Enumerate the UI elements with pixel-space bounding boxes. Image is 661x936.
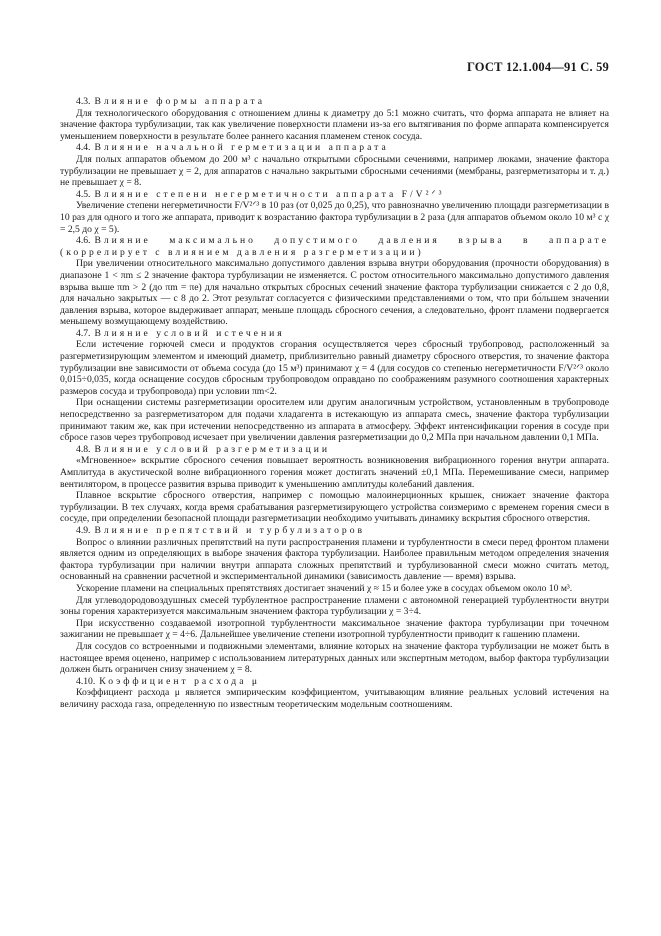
paragraph: Плавное вскрытие сбросного отверстия, например с помощью малоинерционных крышек, снижает значение фактора турбулизации. В тех случаях, когда время срабатывания разгерметизирующего устройства соизмеримо с временем горения смеси в сосуде, при определении безопасной площади разгерметизации необходимо учитывать динамику вскрытия сбросного отверстия. — [60, 490, 609, 525]
section-number: 4.6. — [76, 235, 91, 247]
section-heading — [60, 96, 609, 108]
paragraph: При искусственно создаваемой изотропной турбулентности максимальное значение фактора турбулизации при точечном зажигании не превышает χ = 4÷6. Дальнейшее увеличение степени изотропной турбулентности приводит к гашению пламени. — [60, 617, 609, 641]
paragraph: «Мгновенное» вскрытие сбросного сечения повышает вероятность возникновения вибрационного горения внутри аппарата. Амплитуда в акустической волне вибрационного горения может достигать значений ±0,1 МПа. Перемешивание смеси, например вентилятором, в процессе развития взрыва приводит к уменьшению амплитуды колебаний давления. — [60, 455, 609, 490]
section-heading — [60, 444, 609, 456]
section-heading — [60, 142, 609, 154]
section-heading — [60, 235, 609, 258]
paragraph: Для полых аппаратов объемом до 200 м³ с начально открытыми сбросными сечениями, например люками, значение фактора турбулизации не превышает χ = 2, для аппаратов с начально закрытыми сбросными сечениями (мембраны, разгерметизаторы и т. д.) не превышает χ = 8. — [60, 153, 609, 189]
paragraph: Коэффициент расхода μ является эмпирическим коэффициентом, учитывающим влияние реальных условий истечения на величину расхода газа, определенную по известным теоретическим модельным соотношениям. — [60, 687, 609, 710]
paragraph: Для технологического оборудования с отношением длины к диаметру до 5:1 можно считать, что форма аппарата не влияет на значение фактора турбулизации, так как увеличение поверхности пламени из-за его вытягивания по форме аппарата компенсируется уменьшением поверхности в результате более раннего касания пламенем стенок сосуда. — [60, 107, 609, 142]
paragraph: Ускорение пламени на специальных препятствиях достигает значений χ ≈ 15 и более уже в сосудах объемом около 10 м³. — [76, 582, 573, 594]
section-title: Влияние условий истечения — [94, 327, 285, 339]
section-number: 4.5. — [76, 188, 91, 200]
section-heading — [60, 676, 609, 688]
section-heading — [60, 328, 609, 340]
paragraph: Для углеводородовоздушных смесей турбулентное распространение пламени с автономной генерацией турбулентности внутри зоны горения характеризуется максимальным значением фактора турбулизации χ = 3÷4. — [60, 594, 609, 618]
page-header: ГОСТ 12.1.004—91 С. 59 — [466, 60, 609, 74]
paragraph: Для сосудов со встроенными и подвижными элементами, влияние которых на значение фактора турбулизации не может быть в настоящее время оценено, например с использованием литературных данных или экспертным методом, выбор фактора турбулизации должен быть ограничен снизу значением χ = 8. — [60, 640, 609, 676]
paragraph: Увеличение степени негерметичности F/V²ᐟ³ в 10 раз (от 0,025 до 0,25), что равнозначно увеличению площади разгерметизации в 10 раз для одного и того же аппарата, приводит к возрастанию фактора турбулизации в 2 раза (для аппаратов объемом около 10 м³ с χ = 2,5 до χ = 5). — [60, 200, 609, 235]
paragraph: При увеличении относительного максимально допустимого давления взрыва внутри оборудования (прочности оборудования) в диапазоне 1 < πm ≤ 2 значение фактора турбулизации не изменяется. С ростом относительного максимально допустимого давления взрыва выше πm > 2 (до πm = πe) для начально открытых сбросных сечений значение фактора турбулизации снижается с 2 до 0,8, для начально закрытых — с 8 до 2. Этот результат согласуется с физическими представлениями о том, что при бо́льшем значении давления взрыва, которое выдерживает аппарат, меньше площадь сбросного сечения, а следовательно, фронт пламени подвергается меньшему возмущающему воздействию. — [60, 258, 609, 328]
section-number: 4.7. — [76, 327, 91, 339]
section-title: Влияние степени негерметичности аппарата F/V²ᐟ³ — [94, 188, 445, 200]
paragraph: При оснащении системы разгерметизации оросителем или другим аналогичным устройством, установленным в трубопроводе непосредственно за разгерметизатором для подачи хладагента в истекающую из аппарата смесь, значение фактора турбулизации принимают таким же, как при истечении непосредственно из аппарата в атмосферу. Эффект интенсификации горения в сосуде при сбросе газов через трубопровод исчезает при увеличении давления разгерметизации до 0,2 МПа при начальном давлении 0,1 МПа. — [60, 397, 609, 444]
section-title: Влияние формы аппарата — [94, 96, 266, 107]
section-number: 4.9. — [76, 524, 91, 536]
paragraph: Если истечение горючей смеси и продуктов сгорания осуществляется через сбросный трубопровод, расположенный за разгерметизирующим элементом и имеющий диаметр, приблизительно равный диаметру сбросного отверстия, то значение фактора турбулизации вне зависимости от объема сосуда (до 15 м³) принимают χ = 4 (для сосудов со степенью негерметичности F/V²ᐟ³ около 0,015÷0,035, когда оснащение сосудов сбросным трубопроводом оправдано по соображениям разумного соотношения характерных размеров сосуда и трубопровода) при условии πm<2. — [60, 339, 609, 397]
section-heading — [60, 525, 609, 537]
paragraph: Вопрос о влиянии различных препятствий на пути распространения пламени и турбулентности в смеси перед фронтом пламени является одним из определяющих в выборе значения фактора турбулизации. Наиболее правильным методом определения значения фактора турбулизации при наличии внутри аппарата сложных препятствий и турбулизованной смеси можно считать метод, основанный на сравнении расчетной и экспериментальной динамики (зависимость давление — время) взрыва. — [60, 536, 609, 583]
section-heading — [60, 189, 609, 201]
section-title: Коэффициент расхода μ — [99, 675, 261, 687]
document-body — [60, 96, 609, 710]
section-number: 4.10. — [76, 675, 96, 687]
section-title: Влияние максимально допустимого давления взрыва в аппарате (коррелирует с влиянием давления разгерметизации) — [60, 235, 609, 258]
section-number: 4.3. — [76, 96, 91, 107]
section-title: Влияние препятствий и турбулизаторов — [94, 524, 366, 536]
section-title: Влияние условий разгерметизации — [94, 443, 331, 455]
section-number: 4.4. — [76, 142, 91, 154]
section-title: Влияние начальной герметизации аппарата — [94, 142, 389, 154]
section-number: 4.8. — [76, 443, 91, 455]
